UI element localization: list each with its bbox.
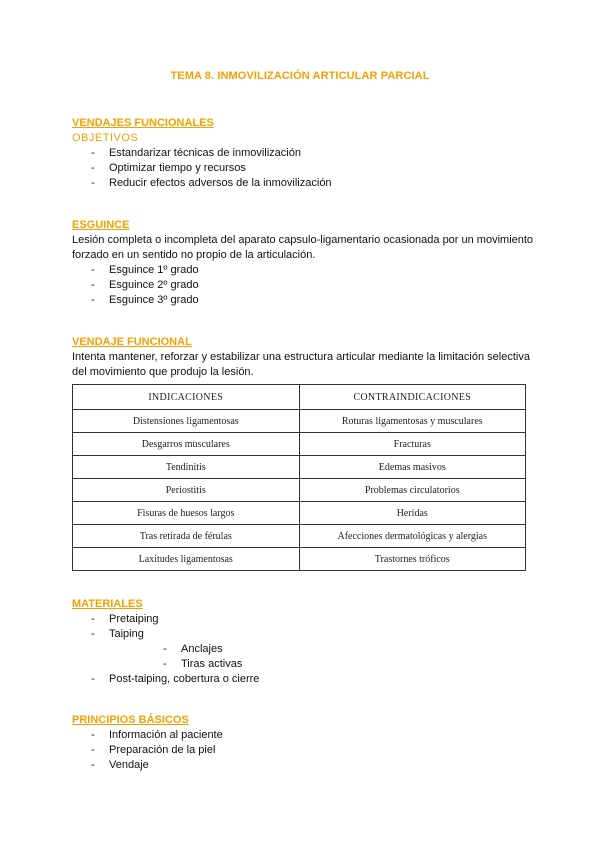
vendaje-funcional-definition: Intenta mantener, reforzar y estabilizar una estructura articular mediante la limitación selectiva del movimiento que produjo la lesión. — [72, 351, 530, 378]
table-row — [73, 525, 526, 548]
table-cell: Periostitis — [73, 479, 300, 502]
column-header-contraindicaciones: CONTRAINDICACIONES — [299, 385, 526, 410]
indications-table — [72, 384, 526, 571]
table-cell: Fracturas — [299, 433, 526, 456]
section-materiales — [72, 597, 542, 687]
table-cell: Afecciones dermatológicas y alergias — [299, 525, 526, 548]
table-cell: Distensiones ligamentosas — [73, 410, 300, 433]
objetivos-list — [72, 146, 542, 191]
list-item: - Información al paciente — [72, 728, 542, 743]
table-row — [73, 479, 526, 502]
table-cell: Trastornes tróficos — [299, 548, 526, 571]
list-item: - Anclajes — [109, 642, 542, 657]
table-row — [73, 433, 526, 456]
objetivos-subheading: OBJETIVOS — [72, 132, 139, 144]
list-item-label: Taiping — [109, 628, 144, 640]
table-row — [73, 456, 526, 479]
list-item — [72, 627, 542, 672]
table-row — [73, 410, 526, 433]
section-heading: ESGUINCE — [72, 219, 130, 231]
section-heading: VENDAJE FUNCIONAL — [72, 336, 192, 348]
section-vendaje-funcional — [72, 335, 542, 380]
section-esguince — [72, 218, 542, 308]
list-item: - Tiras activas — [109, 657, 542, 672]
table-cell: Fisuras de huesos largos — [73, 502, 300, 525]
taiping-sublist — [109, 642, 542, 672]
section-principios-basicos — [72, 713, 542, 773]
table-cell: Problemas circulatorios — [299, 479, 526, 502]
table-cell: Desgarros musculares — [73, 433, 300, 456]
esguince-list — [72, 263, 542, 308]
section-heading: PRINCIPIOS BÁSICOS — [72, 714, 189, 726]
list-item: - Estandarizar técnicas de inmovilización — [72, 146, 542, 161]
column-header-indicaciones: INDICACIONES — [73, 385, 300, 410]
list-item: - Vendaje — [72, 758, 542, 773]
list-item: - Esguince 3º grado — [72, 293, 542, 308]
table-row — [73, 548, 526, 571]
list-item: - Reducir efectos adversos de la inmovilización — [72, 176, 542, 191]
table-cell: Tendinitis — [73, 456, 300, 479]
table-cell: Heridas — [299, 502, 526, 525]
list-item: - Pretaiping — [72, 612, 542, 627]
table-cell: Edemas masivos — [299, 456, 526, 479]
table-cell: Tras retirada de férulas — [73, 525, 300, 548]
table-cell: Roturas ligamentosas y musculares — [299, 410, 526, 433]
table-row — [73, 502, 526, 525]
list-item: - Esguince 2º grado — [72, 278, 542, 293]
principios-list — [72, 728, 542, 773]
list-item: - Post-taiping, cobertura o cierre — [72, 672, 542, 687]
materiales-list — [72, 612, 542, 687]
list-item: - Preparación de la piel — [72, 743, 542, 758]
esguince-definition: Lesión completa o incompleta del aparato capsulo-ligamentario ocasionada por un movimiento forzado en un sentido no propio de la articulación. — [72, 234, 534, 261]
list-item: - Optimizar tiempo y recursos — [72, 161, 542, 176]
list-item: - Esguince 1º grado — [72, 263, 542, 278]
table-header-row — [73, 385, 526, 410]
section-heading: MATERIALES — [72, 598, 143, 610]
table-cell: Laxitudes ligamentosas — [73, 548, 300, 571]
section-vendajes-funcionales — [72, 116, 542, 191]
section-heading: VENDAJES FUNCIONALES — [72, 117, 214, 129]
document-title: TEMA 8. INMOVILIZACIÓN ARTICULAR PARCIAL — [170, 70, 430, 82]
